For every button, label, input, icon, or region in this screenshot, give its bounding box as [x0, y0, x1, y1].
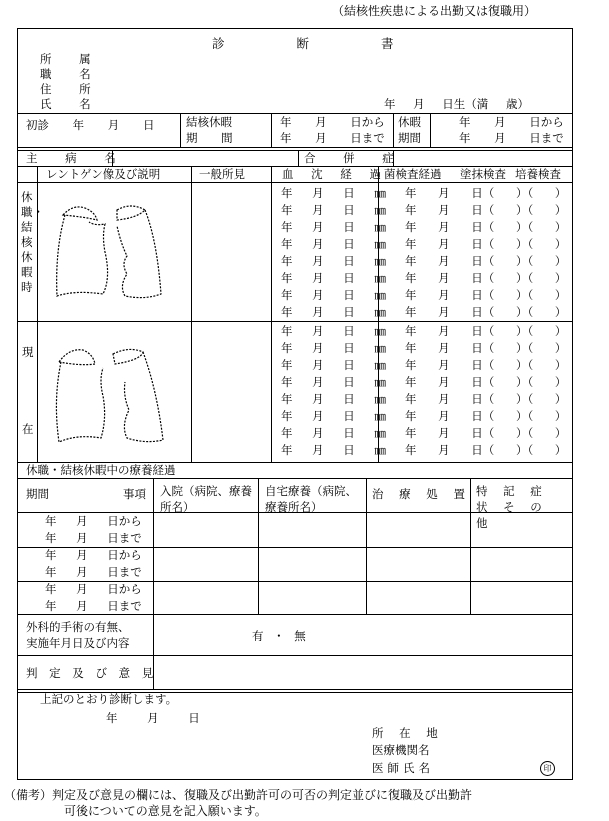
- culture-header: 培養検査: [515, 167, 561, 181]
- form-purpose-note: （結核性疾患による出勤又は復職用）: [332, 4, 537, 18]
- now-side-label-2: 在: [22, 422, 34, 436]
- certificate-title: 診 断 書: [212, 36, 428, 51]
- leave-to: 年 月 日まで: [280, 131, 385, 145]
- bacteria-record-row: 年 月 日（ ）（ ）: [405, 203, 567, 217]
- esr-record-row: 年 月 日 ㎜: [281, 220, 386, 234]
- esr-record-row: 年 月 日 ㎜: [281, 443, 386, 457]
- esr-record-row: 年 月 日 ㎜: [281, 288, 386, 302]
- signature-frame: [17, 689, 573, 780]
- leave-time-side-label: 休職・結核休暇時: [21, 190, 44, 294]
- care-period-to: 年 月 日まで: [45, 531, 142, 545]
- doctor-name-label: 医師氏名: [372, 761, 434, 775]
- surgery-label-2: 実施年月日及び内容: [26, 636, 130, 650]
- seal-mark: 印: [540, 761, 555, 776]
- esr-record-row: 年 月 日 ㎜: [281, 186, 386, 200]
- care-progress-title: 休職・結核休暇中の療養経過: [26, 463, 176, 477]
- lung-diagram-now: [45, 330, 185, 450]
- bacteria-record-row: 年 月 日（ ）（ ）: [405, 426, 567, 440]
- now-side-label-1: 現: [22, 345, 34, 359]
- esr-record-row: 年 月 日 ㎜: [281, 409, 386, 423]
- bacteria-record-row: 年 月 日（ ）（ ）: [405, 254, 567, 268]
- esr-record-row: 年 月 日 ㎜: [281, 305, 386, 319]
- main-disease-label: 主 病 名: [26, 151, 128, 165]
- home-care-header: 自宅療養（病院、療養所名）: [265, 484, 357, 514]
- esr-record-row: 年 月 日 ㎜: [281, 203, 386, 217]
- complication-label: 合 併 症: [304, 151, 406, 165]
- esr-record-row: 年 月 日 ㎜: [281, 254, 386, 268]
- institution-label: 医療機関名: [372, 743, 430, 757]
- care-period-to: 年 月 日まで: [45, 565, 142, 579]
- esr-record-row: 年 月 日 ㎜: [281, 271, 386, 285]
- remarks-note-line-1: （備考）判定及び意見の欄には、復職及び出勤許可の可否の判定並びに復職及び出勤許: [4, 788, 473, 802]
- remarks-note-line-2: 可後についての意見を記入願います。: [64, 804, 267, 818]
- bacteria-record-row: 年 月 日（ ）（ ）: [405, 375, 567, 389]
- bacteria-header: 菌検査経過: [384, 167, 442, 181]
- care-period-from: 年 月 日から: [45, 548, 142, 562]
- treatment-header: 治 療 処 置: [372, 487, 471, 501]
- esr-record-row: 年 月 日 ㎜: [281, 375, 386, 389]
- position-label: 職 名: [40, 67, 103, 81]
- first-exam-date: 初診 年 月 日: [26, 118, 155, 132]
- esr-record-row: 年 月 日 ㎜: [281, 426, 386, 440]
- remarks-header: 特 記 症 状 そ の 他: [476, 484, 548, 530]
- address-label: 住 所: [40, 82, 103, 96]
- diagnosis-statement: 上記のとおり診断します。: [40, 692, 178, 706]
- hospital-header: 入院（病院、療養所名）: [160, 484, 252, 514]
- care-period-from: 年 月 日から: [45, 582, 142, 596]
- bacteria-record-row: 年 月 日（ ）（ ）: [405, 186, 567, 200]
- item-header: 事項: [123, 487, 146, 501]
- general-findings-header: 一般所見: [199, 167, 245, 181]
- rest-from: 年 月 日から: [459, 115, 564, 129]
- bacteria-record-row: 年 月 日（ ）（ ）: [405, 392, 567, 406]
- period-header: 期間: [26, 487, 49, 501]
- bacteria-record-row: 年 月 日（ ）（ ）: [405, 324, 567, 338]
- bacteria-record-row: 年 月 日（ ）（ ）: [405, 341, 567, 355]
- bacteria-record-row: 年 月 日（ ）（ ）: [405, 409, 567, 423]
- bacteria-record-row: 年 月 日（ ）（ ）: [405, 271, 567, 285]
- diagnosis-date: 年 月 日: [106, 711, 200, 725]
- smear-header: 塗抹検査: [460, 167, 506, 181]
- rest-label-2: 期間: [398, 131, 421, 145]
- lung-diagram-leave-time: [45, 190, 185, 310]
- xray-header: レントゲン像及び説明: [46, 167, 161, 181]
- esr-record-row: 年 月 日 ㎜: [281, 341, 386, 355]
- leave-period-label-2: 期 間: [186, 131, 243, 145]
- esr-record-row: 年 月 日 ㎜: [281, 324, 386, 338]
- esr-record-row: 年 月 日 ㎜: [281, 392, 386, 406]
- birth-date-label: 年 月 日生（満 歳）: [384, 97, 529, 111]
- rest-to: 年 月 日まで: [459, 131, 564, 145]
- surgery-label-1: 外科的手術の有無、: [26, 620, 130, 634]
- rest-label-1: 休暇: [398, 115, 421, 129]
- esr-record-row: 年 月 日 ㎜: [281, 358, 386, 372]
- surgery-yes-no: 有 ・ 無: [252, 629, 306, 643]
- esr-header: 血 沈 経 過: [282, 167, 388, 181]
- bacteria-record-row: 年 月 日（ ）（ ）: [405, 288, 567, 302]
- care-period-from: 年 月 日から: [45, 514, 142, 528]
- leave-period-label-1: 結核休暇: [186, 115, 232, 129]
- location-label: 所 在 地: [372, 726, 444, 740]
- leave-from: 年 月 日から: [280, 115, 385, 129]
- judgment-label: 判 定 及 び 意 見: [26, 666, 158, 680]
- name-label: 氏 名: [40, 97, 103, 111]
- affiliation-label: 所 属: [40, 52, 103, 66]
- bacteria-record-row: 年 月 日（ ）（ ）: [405, 358, 567, 372]
- bacteria-record-row: 年 月 日（ ）（ ）: [405, 305, 567, 319]
- esr-record-row: 年 月 日 ㎜: [281, 237, 386, 251]
- bacteria-record-row: 年 月 日（ ）（ ）: [405, 443, 567, 457]
- care-period-to: 年 月 日まで: [45, 599, 142, 613]
- bacteria-record-row: 年 月 日（ ）（ ）: [405, 237, 567, 251]
- bacteria-record-row: 年 月 日（ ）（ ）: [405, 220, 567, 234]
